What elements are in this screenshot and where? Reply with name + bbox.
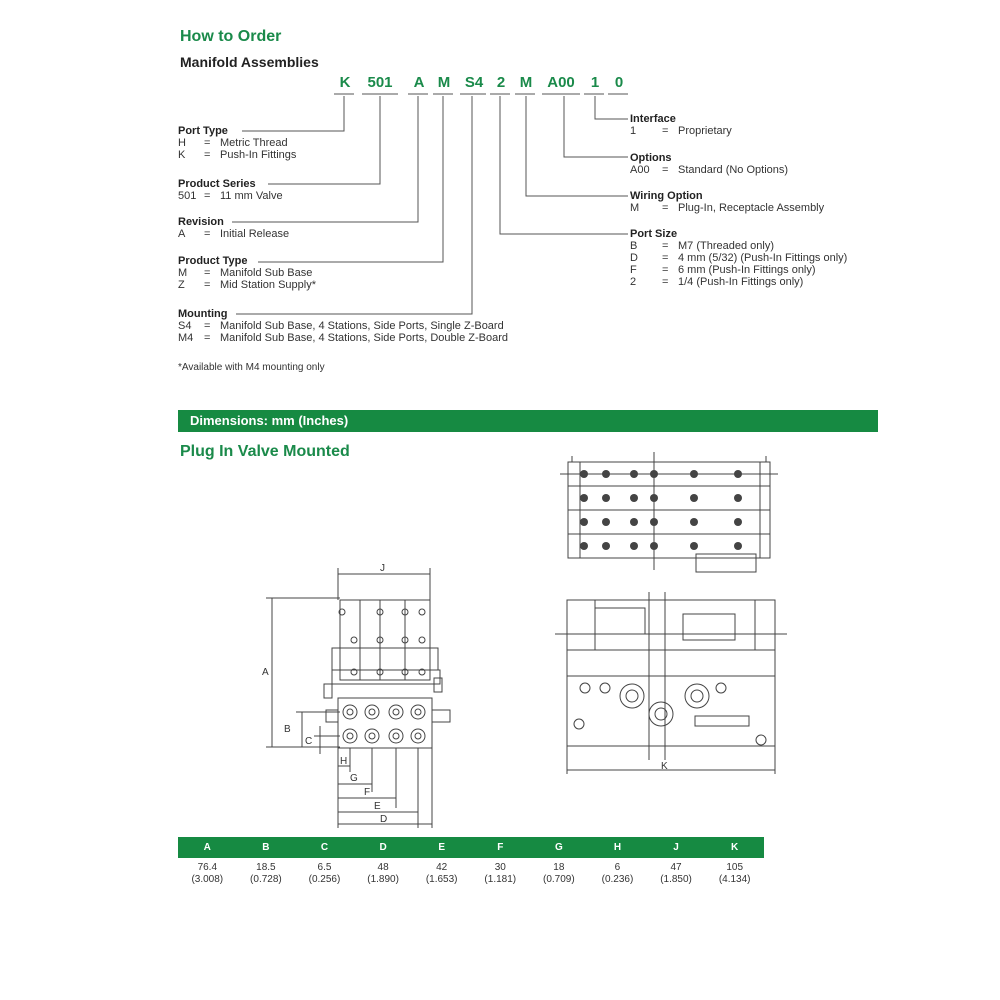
value-inch: (0.236) [601,874,634,885]
value-inch: (1.181) [484,874,517,885]
group-mounting [178,308,508,344]
group-title: Wiring Option [630,190,703,202]
dim-label-f: F [364,787,371,798]
col-header-f: F [471,837,530,858]
dim-label-c: C [305,736,313,747]
value-mm: 105 [726,862,744,873]
col-header-e: E [412,837,471,858]
group-title: Interface [630,113,676,125]
option-line: H = Metric Thread [178,137,288,149]
dimensions-banner: Dimensions: mm (Inches) [178,410,878,432]
option-line: F = 6 mm (Push-In Fittings only) [630,264,816,276]
group-port-size [630,228,847,288]
page-subheading: Manifold Assemblies [180,54,319,70]
option-line: D = 4 mm (5/32) (Push-In Fittings only) [630,252,848,264]
group-title: Product Series [178,178,256,190]
group-title: Mounting [178,308,228,320]
value-inch: (0.256) [308,874,341,885]
col-header-j: J [647,837,706,858]
group-title: Port Type [178,125,228,137]
value-mm: 48 [377,862,389,873]
group-revision [178,216,289,240]
value-inch: (4.134) [718,874,751,885]
code-port-type: K [339,74,351,91]
group-title: Port Size [630,228,678,240]
table-row [178,858,764,887]
group-title: Product Type [178,255,248,267]
dim-label-g: G [350,773,358,784]
section-title: Plug In Valve Mounted [180,443,350,460]
dim-label-d: D [380,814,388,825]
group-interface [630,113,732,137]
col-header-b: B [237,837,296,858]
value-mm: 18.5 [256,862,276,873]
code-product-series: 501 [367,74,393,91]
col-header-c: C [295,837,354,858]
page-heading: How to Order [180,28,282,45]
code-product-type: M [437,74,451,91]
col-header-g: G [530,837,589,858]
code-interface: 1 [590,74,600,91]
code-suffix: 0 [614,74,624,91]
option-line: M4 = Manifold Sub Base, 4 Stations, Side Ports, Double Z-Board [178,332,508,344]
value-mm: 42 [436,862,448,873]
option-line: M = Manifold Sub Base [178,267,313,279]
dim-label-k: K [661,761,668,772]
dim-label-e: E [374,801,381,812]
option-line: 2 = 1/4 (Push-In Fittings only) [630,276,804,288]
option-line: 1 = Proprietary [630,125,732,137]
option-line: B = M7 (Threaded only) [630,240,774,252]
value-mm: 76.4 [197,862,218,873]
value-mm: 6.5 [317,862,332,873]
code-wiring-option: M [519,74,533,91]
value-mm: 6 [614,862,621,873]
dim-label-h: H [340,756,348,767]
value-inch: (0.728) [250,874,282,885]
group-title: Options [630,152,672,164]
col-header-k: K [705,837,764,858]
option-line: A00 = Standard (No Options) [630,164,789,176]
value-inch: (1.890) [367,874,399,885]
group-port-type [178,125,296,161]
value-mm: 47 [670,862,682,873]
value-mm: 30 [494,862,506,873]
group-title: Revision [178,216,224,228]
option-line: A = Initial Release [178,228,290,240]
code-options: A00 [547,74,575,91]
footnote: *Available with M4 mounting only [178,362,325,373]
dim-label-a: A [262,667,269,678]
value-inch: (1.850) [660,874,692,885]
value-inch: (0.709) [543,874,575,885]
value-mm: 18 [553,862,565,873]
dim-label-j: J [380,563,385,574]
value-inch: (1.653) [425,874,458,885]
col-header-d: D [354,837,413,858]
dimension-table [178,837,764,887]
dim-label-b: B [284,724,291,735]
group-product-type [178,255,316,291]
side-view-drawing [555,590,790,775]
option-line: 501 = 11 mm Valve [178,190,283,202]
option-line: M = Plug-In, Receptacle Assembly [630,202,825,214]
option-line: S4 = Manifold Sub Base, 4 Stations, Side Ports, Single Z-Board [178,320,504,332]
option-line: Z = Mid Station Supply* [178,279,316,291]
value-inch: (3.008) [191,874,224,885]
col-header-a: A [178,837,237,858]
col-header-h: H [588,837,647,858]
top-view-drawing [560,448,780,578]
group-options [630,152,788,176]
table-header-row [178,837,764,858]
option-line: K = Push-In Fittings [178,149,297,161]
code-port-size: 2 [496,74,506,91]
front-view-drawing [250,560,480,835]
group-product-series [178,178,283,202]
code-mounting: S4 [464,74,484,91]
group-wiring-option [630,190,824,214]
code-revision: A [413,74,425,91]
